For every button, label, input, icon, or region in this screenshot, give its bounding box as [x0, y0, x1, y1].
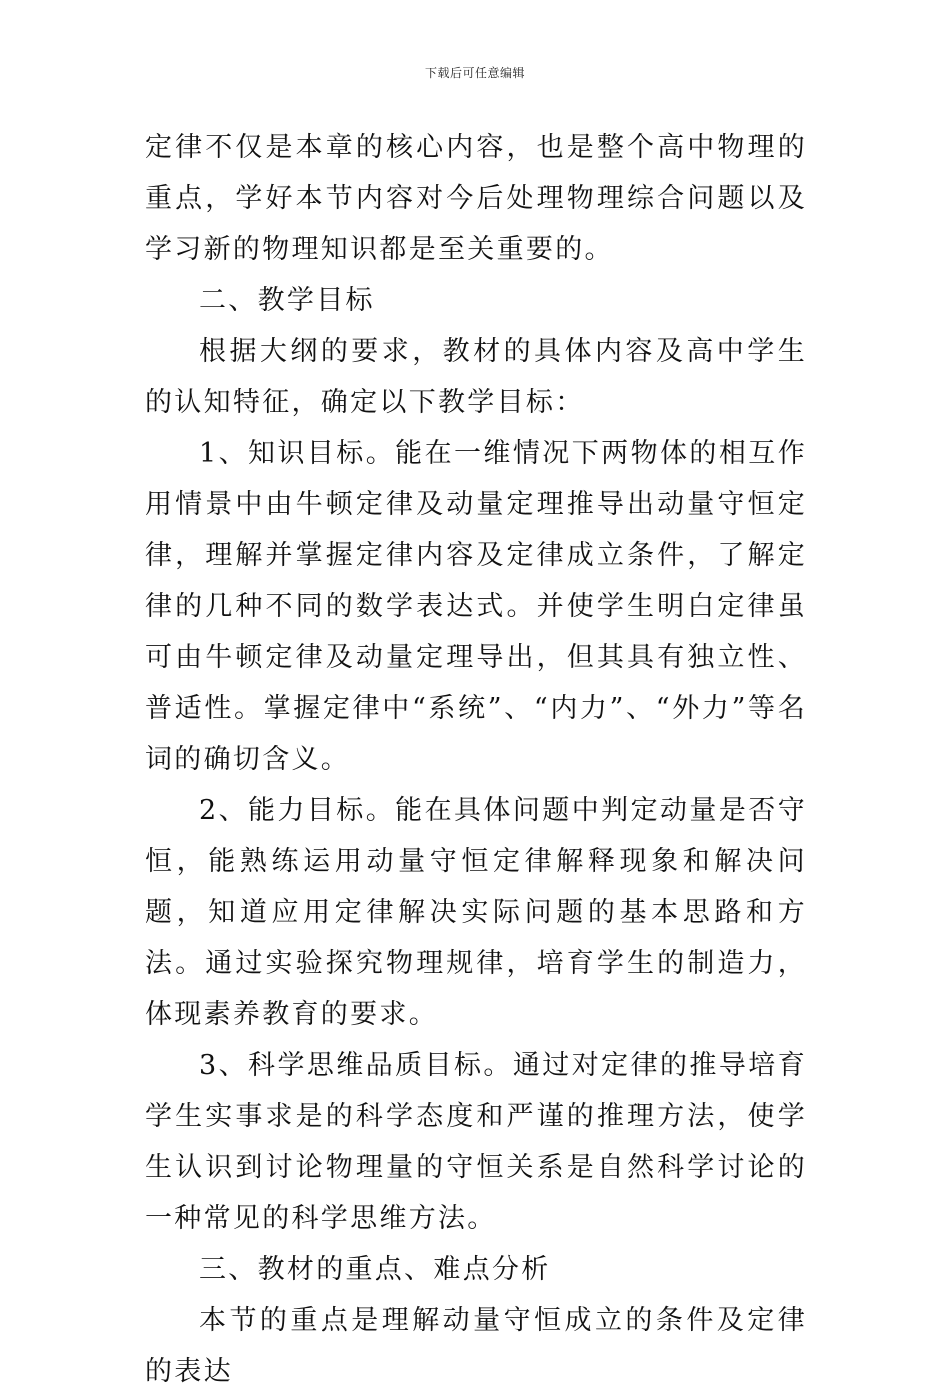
paragraph-knowledge-objective: 1、知识目标。能在一维情况下两物体的相互作用情景中由牛顿定律及动量定理推导出动量守恒定律，理解并掌握定律内容及定律成立条件，了解定律的几种不同的数学表达式。并使学生明白定律虽可由牛顿定律及动量定理导出，但其具有独立性、普适性。掌握定律中“系统”、“内力”、“外力”等名词的确切含义。 [145, 438, 807, 775]
paragraph-intro-continuation: 定律不仅是本章的核心内容，也是整个高中物理的重点，学好本节内容对今后处理物理综合问题以及学习新的物理知识都是至关重要的。 [145, 132, 807, 265]
document-body [145, 122, 807, 1397]
section-heading-key-difficult-points: 三、教材的重点、难点分析 [199, 1254, 551, 1285]
paragraph-key-points: 本节的重点是理解动量守恒成立的条件及定律的表达 [145, 1305, 807, 1387]
page-header: 下载后可任意编辑 [424, 66, 525, 80]
paragraph-ability-objective: 2、能力目标。能在具体问题中判定动量是否守恒，能熟练运用动量守恒定律解释现象和解决问题，知道应用定律解决实际问题的基本思路和方法。通过实验探究物理规律，培育学生的制造力，体现素养教育的要求。 [145, 795, 807, 1030]
paragraph-objectives-basis: 根据大纲的要求，教材的具体内容及高中学生的认知特征，确定以下教学目标： [145, 336, 807, 418]
paragraph-scientific-thinking-objective: 3、科学思维品质目标。通过对定律的推导培育学生实事求是的科学态度和严谨的推理方法，使学生认识到讨论物理量的守恒关系是自然科学讨论的一种常见的科学思维方法。 [145, 1050, 807, 1234]
section-heading-teaching-objectives: 二、教学目标 [199, 285, 375, 316]
